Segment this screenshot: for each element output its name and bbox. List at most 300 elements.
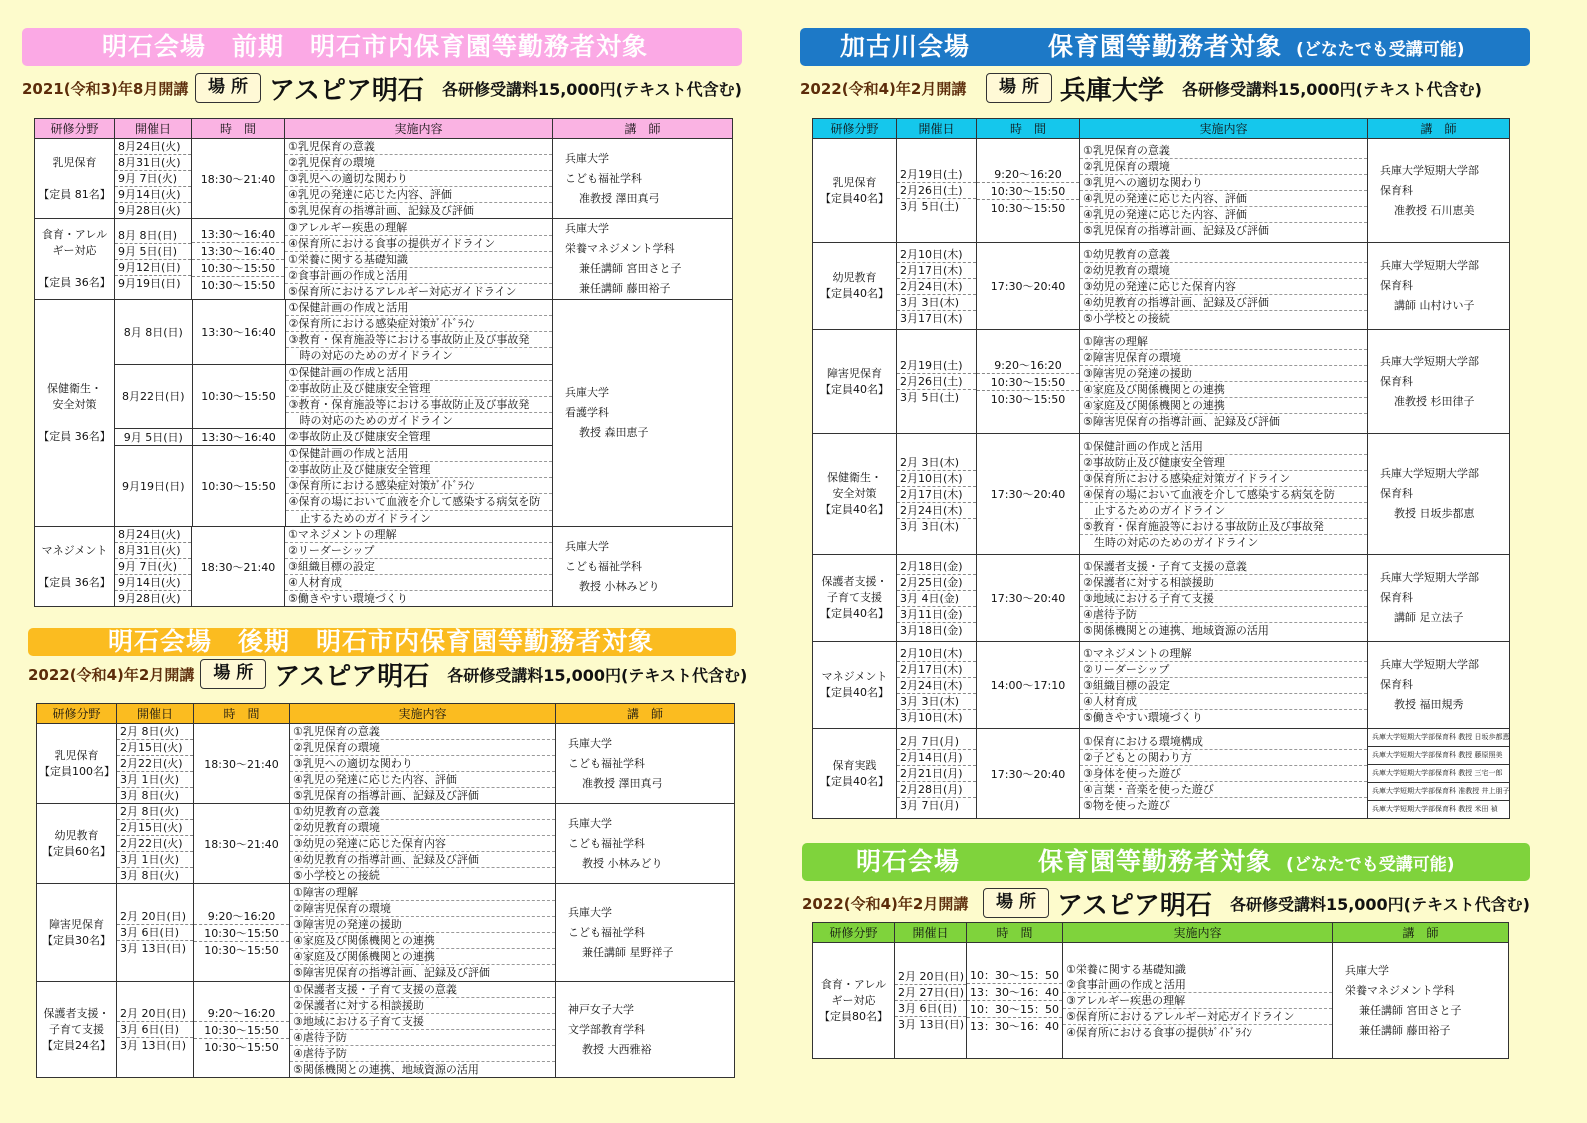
dates-cell: [897, 729, 977, 819]
content-item: ④家庭及び関係機関との連携: [290, 949, 555, 965]
date-entry: 3月 8日(火): [117, 867, 193, 883]
header-field: 研修分野: [813, 923, 895, 943]
content-item: ①保健計画の作成と活用: [286, 300, 553, 316]
text-line: 文学部教育学科: [568, 1022, 645, 1036]
time-entry: 13：30～16：40: [967, 1017, 1062, 1034]
section-akashi-early: [22, 28, 742, 106]
dates-cell: [115, 139, 192, 219]
content-item: ②乳児保育の環境: [1080, 159, 1367, 175]
grouped-cell: [115, 300, 553, 527]
content-item: ⑤乳児保育の指導計画、記録及び評価: [293, 789, 479, 802]
text-line: 兼任講師 宮田さと子: [579, 262, 682, 275]
content-item: ②リーダーシップ: [1080, 662, 1367, 678]
text-line: 明石会場: [856, 847, 961, 876]
text-line: 保育科: [1380, 279, 1413, 292]
date-entry: 3月 13日(日): [895, 1016, 966, 1032]
content-cell: [1080, 139, 1368, 243]
date-entry: 2月 20日(日): [120, 1007, 187, 1020]
content-item: ②事故防止及び健康安全管理: [286, 462, 553, 478]
content-item: ②保護者に対する相談援助: [1080, 575, 1367, 591]
content-item: ②障害児保育の環境: [1080, 350, 1367, 366]
section-akashi-late: [28, 628, 748, 692]
lecturer-cell: [556, 982, 735, 1078]
content-item: ⑤教育・保育施設等における事故防止及び事故発: [1080, 519, 1367, 535]
header-field: 研修分野: [813, 119, 897, 139]
time-entry: 10:30～15:50: [194, 924, 289, 941]
text-line: 栄養マネジメント学科: [1345, 983, 1455, 997]
content-item: ③乳児への適切な関わり: [290, 756, 555, 772]
content-item: ③教育・保育施設等における事故防止及び事故発: [286, 332, 553, 348]
text-line: マネジメント: [821, 670, 888, 683]
content-item: ④家庭及び関係機関との連携: [1080, 382, 1367, 398]
field-cell: [37, 804, 117, 884]
lecturer-cell: [1333, 943, 1509, 1059]
date-entry: 3月 5日(土): [897, 389, 976, 405]
field-cell: [813, 243, 897, 330]
text-line: 兼任講師 藤田裕子: [579, 282, 671, 295]
time-cell: 14:00～17:10: [977, 642, 1080, 729]
content-item: ①乳児保育の意義: [1080, 143, 1367, 159]
text-line: 兵庫大学短期大学部: [1380, 354, 1479, 368]
text-line: 【定員 81名】: [38, 187, 111, 201]
date-entry: 2月25日(金): [897, 574, 976, 590]
dates-cell: [117, 724, 194, 804]
dates-cell: [895, 943, 967, 1059]
time-entry: 10:30～15:50: [194, 1021, 289, 1038]
content-item: ⑤小学校との接続: [293, 869, 380, 882]
date-entry: 2月 8日(火): [120, 725, 180, 738]
table-row: [35, 527, 733, 607]
text-line: 兵庫大学: [565, 386, 609, 399]
text-line: 兵庫大学: [568, 736, 612, 750]
content-item: ②食事計画の作成と活用: [1066, 977, 1186, 991]
text-line: 准教授 澤田真弓: [579, 191, 660, 205]
lecturer-cell: [553, 527, 733, 607]
date-entry: 2月 8日(火): [120, 805, 180, 818]
text-line: 障害児保育: [49, 917, 104, 931]
date-entry: 3月10日(木): [897, 709, 976, 725]
table-row: [813, 139, 1510, 243]
content-item: ②障害児保育の環境: [290, 901, 555, 917]
info-line: [22, 70, 742, 106]
content-item: 時の対応のためのガイドライン: [288, 413, 453, 427]
dates-cell: [897, 243, 977, 330]
table-row: [35, 300, 733, 527]
table-row: [35, 219, 733, 300]
text-line: 看護学科: [565, 406, 609, 419]
field-cell: [813, 330, 897, 434]
date-entry: 9月28日(火): [115, 202, 191, 218]
date-entry: 2月24日(木): [897, 278, 976, 294]
dates-cell: [117, 884, 194, 982]
content-item: ⑤乳児保育の指導計画、記録及び評価: [288, 204, 474, 217]
content-item: ②事故防止及び健康安全管理: [288, 430, 431, 443]
field-cell: [35, 300, 115, 527]
content-item: ③乳児への適切な関わり: [1080, 175, 1367, 191]
content-item: ②幼児教育の環境: [290, 820, 555, 836]
content-item: ①栄養に関する基礎知識: [285, 252, 552, 268]
date-entry: 8月24日(火): [118, 140, 181, 153]
date-entry: 9月 5日(日): [115, 243, 191, 259]
time-cell: 17:30～20:40: [977, 729, 1080, 819]
dates-cell: [897, 642, 977, 729]
content-item: ⑤働きやすい環境づくり: [1083, 710, 1203, 724]
fee: 各研修受講料15,000円(テキスト代含む): [447, 665, 748, 685]
lecturer-cell: [1368, 330, 1510, 434]
time-entry: 10:30～15:50: [977, 373, 1079, 390]
content-item: ③乳児への適切な関わり: [285, 171, 552, 187]
text-line: 准教授 澤田真弓: [582, 776, 663, 790]
content-item: ①幼児教育の意義: [1080, 247, 1367, 263]
text-line: 兵庫大学短期大学部保育科 准教授 井上朋子: [1368, 783, 1509, 801]
content-item: ④乳児の発達に応じた内容、評価: [1080, 191, 1367, 207]
text-line: 幼児教育: [54, 828, 99, 842]
content-item: ②乳児保育の環境: [285, 155, 552, 171]
text-line: 【定員 36名】: [38, 575, 111, 589]
content-item: ③保育所における感染症対策ｶﾞｲﾄﾞﾗｲﾝ: [286, 478, 553, 494]
header-date: 開催日: [897, 119, 977, 139]
time-entry: 10:30～15:50: [192, 259, 284, 276]
time-cell: 18:30～21:40: [192, 527, 285, 607]
fee: 各研修受講料15,000円(テキスト代含む): [441, 79, 742, 99]
time-cell: 17:30～20:40: [977, 243, 1080, 330]
text-line: 加古川会場: [840, 32, 971, 61]
text-line: (どなたでも受講可能): [1296, 40, 1465, 60]
field-cell: [813, 642, 897, 729]
date-entry: 2月 20日(日): [898, 970, 965, 983]
header-time: 時 間: [977, 119, 1080, 139]
text-line: 兼任講師 星野祥子: [582, 945, 674, 959]
date-entry: 3月 13日(日): [117, 1037, 193, 1053]
field-cell: [813, 729, 897, 819]
text-line: 8月 8日(日): [115, 300, 192, 364]
table-row: [35, 139, 733, 219]
text-line: 9月19日(日): [115, 445, 192, 526]
info-line: [28, 656, 748, 692]
content-item: ①保護者支援・子育て支援の意義: [1080, 559, 1367, 575]
place-name: 兵庫大学: [1059, 75, 1164, 106]
content-item: ④保育所における食事の提供ガイドライン: [285, 236, 552, 252]
table-row: [813, 434, 1510, 555]
text-line: 保育園等勤務者対象: [1048, 32, 1283, 61]
table-row: [813, 243, 1510, 330]
time-cell: [194, 884, 290, 982]
date-entry: 3月 1日(火): [117, 771, 193, 787]
content-item: ②子どもとの関わり方: [1080, 750, 1367, 766]
schedule-table-akashi-early: [34, 118, 733, 607]
text-line: 【定員60名】: [42, 844, 111, 858]
header-lecturer: 講 師: [556, 704, 735, 724]
header-lecturer: 講 師: [553, 119, 733, 139]
time-cell: 18:30～21:40: [192, 139, 285, 219]
time-entry: 10：30～15：50: [967, 1000, 1062, 1017]
time-entry: 9:20～16:20: [207, 909, 276, 923]
text-line: 保護者支援・: [43, 1006, 110, 1020]
content-item: ④保育の場において血液を介して感染する病気を防: [1080, 487, 1367, 503]
text-line: 13:30～16:40: [192, 300, 285, 364]
text-line: 食育・アレル: [41, 228, 108, 241]
text-line: 乳児保育: [832, 175, 877, 189]
content-item: ②食事計画の作成と活用: [285, 268, 552, 284]
date-entry: 3月 7日(月): [897, 797, 976, 813]
time-cell: [977, 330, 1080, 434]
content-cell: [1080, 555, 1368, 642]
text-line: 【定員 36名】: [38, 276, 111, 289]
content-item: ④乳児の発達に応じた内容、評価: [1080, 207, 1367, 223]
content-item: ①保健計画の作成と活用: [286, 446, 553, 462]
time-entry: 10:30～15:50: [977, 182, 1079, 199]
time-cell: [977, 139, 1080, 243]
content-item: ①保健計画の作成と活用: [1080, 439, 1367, 455]
text-line: 保育園等勤務者対象: [1038, 847, 1273, 876]
date-entry: 2月28日(月): [897, 781, 976, 797]
text-line: 10:30～15:50: [192, 445, 285, 526]
content-item: ③保育所における感染症対策ガイドライン: [1080, 471, 1367, 487]
text-line: 乳児保育: [54, 748, 99, 762]
schedule-table-akashi-late: [36, 703, 735, 1078]
content-item: ③障害児の発達の援助: [1080, 366, 1367, 382]
start-date: 2021(令和3)年8月開講: [22, 79, 189, 98]
content-item: ①乳児保育の意義: [285, 139, 552, 155]
place-label: 場 所: [986, 73, 1052, 103]
date-entry: 2月24日(木): [897, 502, 976, 518]
header-date: 開催日: [895, 923, 967, 943]
date-entry: 9月14日(火): [115, 186, 191, 202]
text-line: 兼任講師 藤田裕子: [1359, 1023, 1451, 1037]
time-entry: 10:30～15:50: [194, 1038, 289, 1055]
table-header: [813, 119, 1510, 139]
header-time: 時 間: [967, 923, 1063, 943]
date-entry: 2月10日(木): [897, 470, 976, 486]
field-cell: [35, 527, 115, 607]
date-entry: 3月 8日(火): [117, 787, 193, 803]
time-entry: 10:30～15:50: [192, 276, 284, 293]
time-cell: [194, 982, 290, 1078]
field-cell: [35, 219, 115, 300]
content-item: ⑤物を使った遊び: [1083, 799, 1170, 812]
content-item: ④乳児の発達に応じた内容、評価: [290, 772, 555, 788]
text-line: 【定員40名】: [820, 686, 889, 699]
text-line: 兵庫大学: [565, 539, 609, 553]
field-cell: [37, 982, 117, 1078]
text-line: 10:30～15:50: [192, 364, 285, 428]
text-line: 兵庫大学: [565, 151, 609, 165]
date-entry: 2月 3日(木): [900, 455, 960, 469]
header-date: 開催日: [117, 704, 194, 724]
date-entry: 8月31日(火): [115, 154, 191, 170]
content-item: ⑤障害児保育の指導計画、記録及び評価: [1083, 415, 1280, 428]
lecturer-cell: [1368, 729, 1510, 819]
text-line: 講師 足立法子: [1394, 611, 1464, 624]
field-cell: [813, 943, 895, 1059]
text-line: 兵庫大学短期大学部: [1380, 467, 1479, 480]
text-line: 保育科: [1380, 487, 1413, 500]
date-entry: 2月14日(月): [897, 749, 976, 765]
date-entry: 9月28日(火): [115, 590, 191, 606]
date-entry: 2月10日(木): [900, 247, 963, 261]
content-item: ④虐待予防: [1080, 607, 1367, 623]
text-line: 子育て支援: [827, 591, 882, 604]
text-line: 兵庫大学短期大学部: [1380, 571, 1479, 584]
date-entry: 9月14日(火): [115, 574, 191, 590]
content-item: 生時の対応のためのガイドライン: [1083, 535, 1259, 549]
text-line: 兵庫大学短期大学部保育科 教授 三宅一郎: [1368, 765, 1509, 783]
content-item: ④乳児の発達に応じた内容、評価: [285, 187, 552, 203]
time-entry: 13：30～16：40: [967, 983, 1062, 1000]
content-item: ④家庭及び関係機関との連携: [290, 933, 555, 949]
text-line: 教授 小林みどり: [582, 856, 663, 870]
time-cell: 18:30～21:40: [194, 804, 290, 884]
text-line: 【定員 36名】: [38, 430, 111, 443]
content-item: ①障害の理解: [290, 885, 555, 901]
start-date: 2022(令和4)年2月開講: [802, 894, 969, 913]
date-entry: 2月21日(月): [897, 765, 976, 781]
content-item: ①保護者支援・子育て支援の意義: [290, 982, 555, 998]
text-line: 【定員40名】: [820, 382, 889, 396]
text-line: 教授 福田規秀: [1394, 698, 1464, 711]
content-item: ④虐待予防: [290, 1046, 555, 1062]
lecturer-cell: [556, 884, 735, 982]
date-entry: 2月 7日(月): [900, 735, 960, 748]
content-item: ③地域における子育て支援: [290, 1014, 555, 1030]
content-cell: [290, 724, 556, 804]
date-entry: 3月18日(金): [897, 622, 976, 638]
header-content: 実施内容: [290, 704, 556, 724]
date-entry: 3月 5日(土): [897, 198, 976, 214]
text-line: 兵庫大学: [1345, 963, 1389, 977]
text-line: 兵庫大学短期大学部: [1380, 163, 1479, 177]
content-cell: [290, 804, 556, 884]
text-line: 食育・アレル: [820, 977, 887, 991]
lecturer-cell: [553, 139, 733, 219]
content-item: ⑤関係機関との連携、地域資源の活用: [293, 1063, 479, 1076]
content-item: ④人材育成: [285, 575, 552, 591]
date-entry: 8月 8日(日): [118, 228, 178, 242]
dates-cell: [117, 982, 194, 1078]
date-entry: 2月17日(木): [897, 486, 976, 502]
field-cell: [813, 139, 897, 243]
content-cell: [1063, 943, 1333, 1059]
fee: 各研修受講料15,000円(テキスト代含む): [1229, 894, 1530, 914]
content-cell: [290, 884, 556, 982]
date-entry: 2月22日(火): [117, 835, 193, 851]
text-line: 乳児保育: [52, 155, 97, 169]
date-entry: 2月 20日(日): [120, 910, 187, 923]
lecturer-cell: [556, 724, 735, 804]
date-entry: 2月10日(木): [900, 646, 963, 660]
text-line: 兵庫大学短期大学部保育科 教授 日坂歩都恵: [1368, 729, 1509, 747]
date-entry: 2月17日(木): [897, 262, 976, 278]
content-item: ③組織目標の設定: [1080, 678, 1367, 694]
text-line: 兵庫大学短期大学部: [1380, 658, 1479, 671]
text-line: 保健衛生・: [47, 382, 102, 395]
content-item: 止するためのガイドライン: [1080, 503, 1367, 519]
content-item: ①保健計画の作成と活用: [286, 365, 553, 381]
date-entry: 2月22日(火): [117, 755, 193, 771]
start-date: 2022(令和4)年2月開講: [28, 665, 195, 684]
date-entry: 9月19日(日): [115, 275, 191, 291]
place-label: 場 所: [983, 888, 1049, 918]
fee: 各研修受講料15,000円(テキスト代含む): [1181, 79, 1482, 99]
time-entry: 13:30～16:40: [192, 242, 284, 259]
text-line: こども福祉学科: [568, 756, 645, 770]
date-entry: 2月17日(木): [897, 661, 976, 677]
text-line: 【定員40名】: [820, 607, 889, 620]
table-header: [37, 704, 735, 724]
date-entry: 2月15日(火): [117, 739, 193, 755]
text-line: 兵庫大学短期大学部保育科 教授 藤原照美: [1368, 747, 1509, 765]
section-title: [802, 843, 1530, 881]
table-row: [37, 804, 735, 884]
text-line: 【定員24名】: [42, 1038, 111, 1052]
content-item: ③障害児の発達の援助: [290, 917, 555, 933]
date-entry: 2月26日(土): [897, 182, 976, 198]
content-item: ④家庭及び関係機関との連携: [1080, 398, 1367, 414]
text-line: 安全対策: [52, 398, 97, 411]
text-line: 保育実践: [832, 758, 877, 772]
field-cell: [37, 884, 117, 982]
text-line: 准教授 杉田律子: [1394, 394, 1475, 408]
dates-cell: [897, 555, 977, 642]
text-line: 【定員100名】: [39, 764, 115, 778]
time-entry: 10:30～15:50: [194, 941, 289, 958]
date-entry: 3月 4日(金): [897, 590, 976, 606]
date-entry: 2月 27日(日): [895, 984, 966, 1000]
content-item: ⑤保育所におけるアレルギー対応ガイドライン: [288, 284, 517, 298]
content-item: ②事故防止及び健康安全管理: [286, 381, 553, 397]
text-line: 栄養マネジメント学科: [565, 242, 675, 255]
table-row: [813, 729, 1510, 819]
text-line: ギー対応: [831, 993, 876, 1007]
header-field: 研修分野: [35, 119, 115, 139]
content-cell: [285, 139, 553, 219]
content-item: ①障害の理解: [1080, 334, 1367, 350]
content-item: ②保護者に対する相談援助: [290, 998, 555, 1014]
content-item: ②リーダーシップ: [285, 543, 552, 559]
text-line: 保育科: [1380, 678, 1413, 691]
text-line: 9月 5日(日): [115, 428, 192, 445]
text-line: マネジメント: [41, 543, 108, 557]
content-item: ④保育の場において血液を介して感染する病気を防: [286, 494, 553, 510]
text-line: 保育科: [1380, 374, 1413, 388]
date-entry: 3月11日(金): [897, 606, 976, 622]
lecturer-cell: [553, 300, 733, 527]
text-line: 保育科: [1380, 591, 1413, 604]
section-title: 明石会場 前期 明石市内保育園等勤務者対象: [22, 28, 742, 66]
header-content: 実施内容: [1080, 119, 1368, 139]
content-item: ①マネジメントの理解: [1080, 646, 1367, 662]
date-entry: 2月26日(土): [897, 373, 976, 389]
content-item: ④言葉・音楽を使った遊び: [1080, 782, 1367, 798]
content-item: ⑤関係機関との連携、地域資源の活用: [1083, 623, 1269, 637]
text-line: 准教授 石川恵美: [1394, 203, 1475, 217]
header-time: 時 間: [194, 704, 290, 724]
text-line: 神戸女子大学: [568, 1002, 634, 1016]
dates-cell: [117, 804, 194, 884]
field-cell: [37, 724, 117, 804]
info-line: [800, 70, 1530, 106]
time-entry: 10：30～15：50: [970, 969, 1059, 982]
header-date: 開催日: [115, 119, 192, 139]
text-line: 13:30～16:40: [192, 428, 285, 445]
text-line: 兵庫大学: [565, 222, 609, 235]
table-header: [35, 119, 733, 139]
content-item: ⑤働きやすい環境づくり: [288, 592, 408, 605]
content-item: 止するためのガイドライン: [288, 511, 431, 525]
content-item: ③身体を使った遊び: [1080, 766, 1367, 782]
content-cell: [1080, 729, 1368, 819]
text-line: 保健衛生・: [827, 471, 882, 484]
